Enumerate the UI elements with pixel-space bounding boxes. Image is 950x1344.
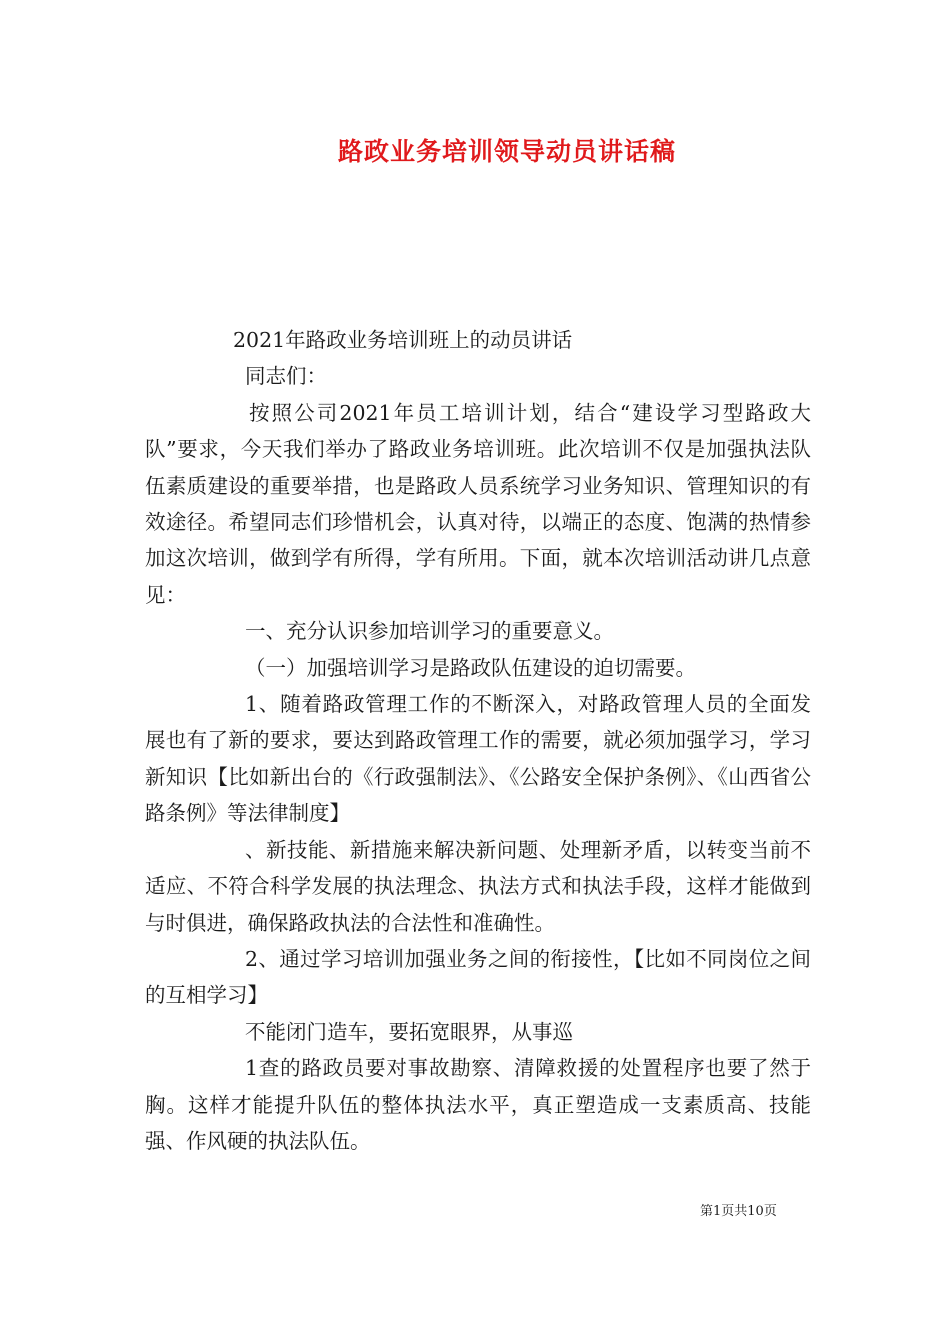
body-paragraph: 按照公司2021年员工培训计划，结合“建设学习型路政大队”要求，今天我们举办了路政业务培训班。此次培训不仅是加强执法队伍素质建设的重要举措，也是路政人员系统学习业务知识、管理知识的有效途径。希望同志们珍惜机会，认真对待，以端正的态度、饱满的热情参加这次培训，做到学有所得，学有所用。下面，就本次培训活动讲几点意见： <box>145 400 811 607</box>
salutation: 同志们： <box>245 364 327 389</box>
section-heading: 一、充分认识参加培训学习的重要意义。 <box>245 619 614 644</box>
body-paragraph: 1、随着路政管理工作的不断深入，对路政管理人员的全面发展也有了新的要求，要达到路政管理工作的需要，就必须加强学习，学习新知识【比如新出台的《行政强制法》、《公路安全保护条例》、《山西省公路条例》等法律制度】 <box>145 692 811 826</box>
body-paragraph: 1查的路政员要对事故勘察、清障救援的处置程序也要了然于胸。这样才能提升队伍的整体执法水平，真正塑造成一支素质高、技能强、作风硬的执法队伍。 <box>145 1056 811 1153</box>
body-paragraph: 2、通过学习培训加强业务之间的衔接性，【比如不同岗位之间的互相学习】 <box>145 946 811 1008</box>
document-body <box>145 322 811 1159</box>
page-number: 第1页共10页 <box>700 1204 777 1219</box>
subsection-heading: （一）加强培训学习是路政队伍建设的迫切需要。 <box>245 655 696 680</box>
document-title: 路政业务培训领导动员讲话稿 <box>337 137 676 166</box>
body-paragraph: 不能闭门造车，要拓宽眼界，从事巡 <box>245 1019 573 1044</box>
speech-heading: 2021年路政业务培训班上的动员讲话 <box>233 328 573 352</box>
body-paragraph: 、新技能、新措施来解决新问题、处理新矛盾，以转变当前不适应、不符合科学发展的执法理念、执法方式和执法手段，这样才能做到与时俱进，确保路政执法的合法性和准确性。 <box>145 837 811 935</box>
